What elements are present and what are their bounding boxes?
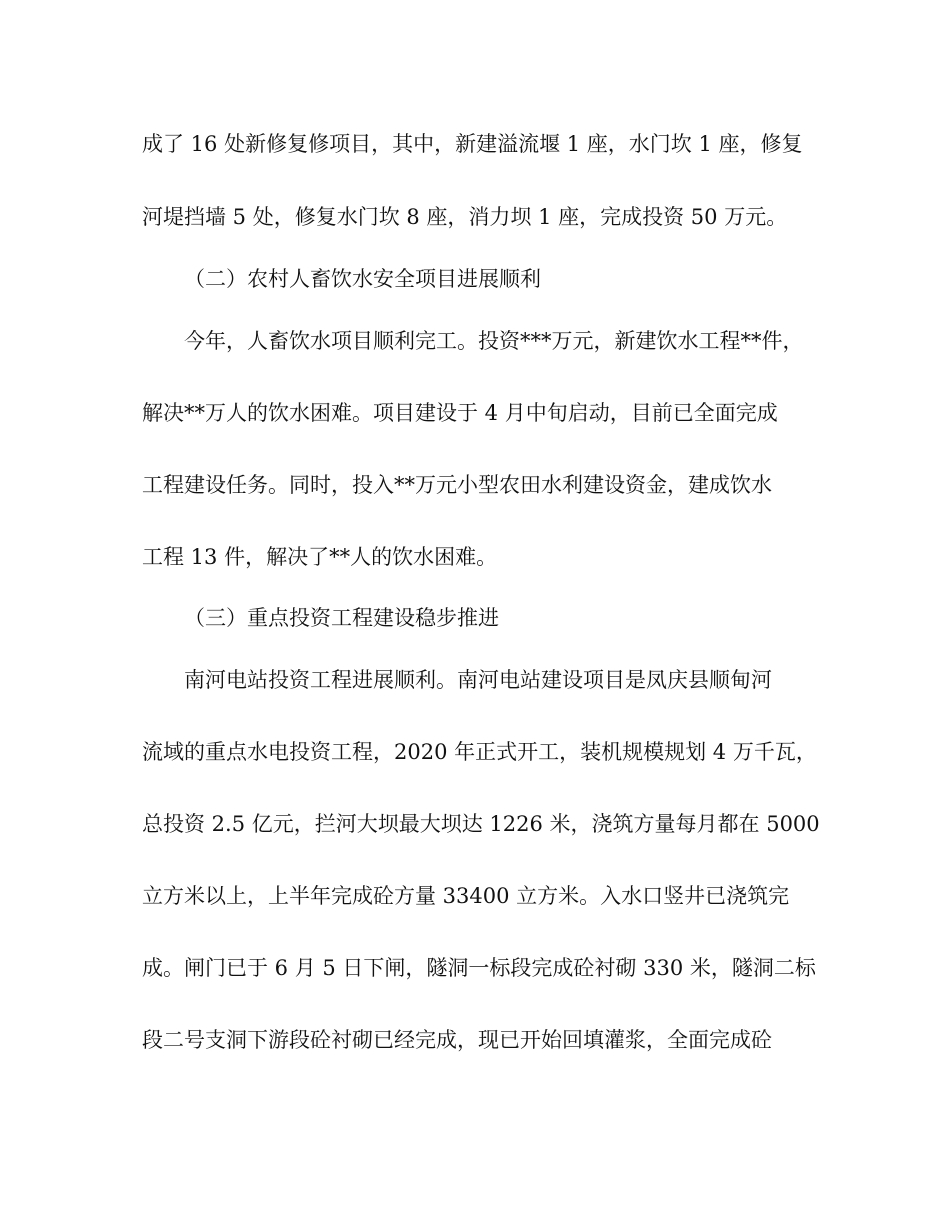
paragraph-line: 成。闸门已于 6 月 5 日下闸，隧洞一标段完成砼衬砌 330 米，隧洞二标 bbox=[142, 956, 816, 980]
paragraph-line: 工程建设任务。同时，投入**万元小型农田水利建设资金，建成饮水 bbox=[142, 473, 772, 497]
paragraph-line: 解决**万人的饮水困难。项目建设于 4 月中旬启动，目前已全面完成 bbox=[142, 401, 778, 425]
paragraph-line: 河堤挡墙 5 处，修复水门坎 8 座，消力坝 1 座，完成投资 50 万元。 bbox=[142, 205, 788, 229]
paragraph-line: 今年，人畜饮水项目顺利完工。投资***万元，新建饮水工程**件， bbox=[184, 329, 804, 353]
paragraph-line: 成了 16 处新修复修项目，其中，新建溢流堰 1 座，水门坎 1 座，修复 bbox=[142, 132, 803, 156]
paragraph-line: 南河电站投资工程进展顺利。南河电站建设项目是凤庆县顺甸河 bbox=[184, 668, 772, 692]
section-heading: （二）农村人畜饮水安全项目进展顺利 bbox=[184, 267, 541, 291]
paragraph-line: 立方米以上，上半年完成砼方量 33400 立方米。入水口竖井已浇筑完 bbox=[142, 884, 790, 908]
paragraph-line: 流域的重点水电投资工程，2020 年正式开工，装机规模规划 4 万千瓦， bbox=[142, 740, 817, 764]
paragraph-line: 工程 13 件，解决了**人的饮水困难。 bbox=[142, 545, 498, 569]
section-heading: （三）重点投资工程建设稳步推进 bbox=[184, 606, 499, 630]
paragraph-line: 段二号支洞下游段砼衬砌已经完成，现已开始回填灌浆，全面完成砼 bbox=[142, 1028, 772, 1052]
paragraph-line: 总投资 2.5 亿元，拦河大坝最大坝达 1226 米，浇筑方量每月都在 5000 bbox=[142, 812, 820, 836]
